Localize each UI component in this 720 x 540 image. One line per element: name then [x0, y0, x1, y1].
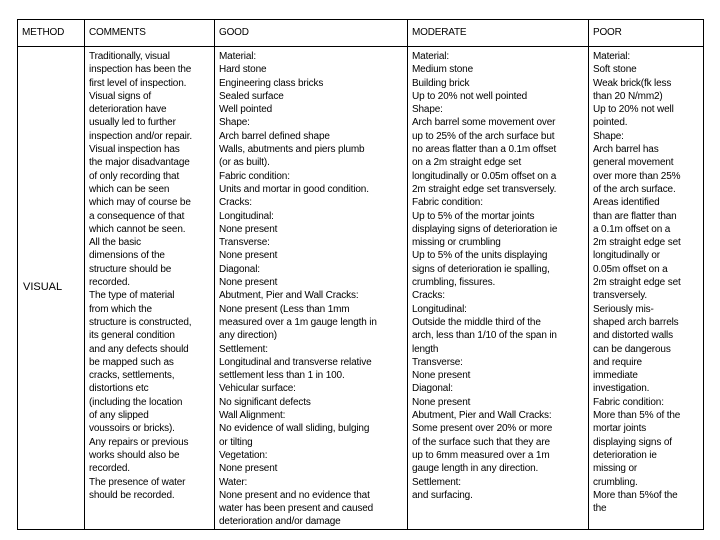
text-line: Abutment, Pier and Wall Cracks:: [412, 410, 552, 422]
text-line: Settlement:: [412, 476, 461, 488]
text-line: crumbling, fissures.: [412, 277, 496, 289]
poor-cell: [589, 47, 704, 530]
text-line: can be dangerous: [593, 343, 671, 355]
text-line: transversely.: [593, 290, 647, 302]
text-line: Diagonal:: [219, 263, 260, 275]
text-line: Seriously mis-: [593, 303, 654, 315]
text-line: Any repairs or previous: [89, 436, 189, 448]
text-line: and any defects should: [89, 343, 189, 355]
text-line: No evidence of wall sliding, bulging: [219, 423, 370, 435]
text-line: 0.05m offset on a: [593, 263, 668, 275]
header-comments: COMMENTS: [85, 20, 215, 47]
header-method: METHOD: [18, 20, 85, 47]
text-line: and distorted walls: [593, 330, 673, 342]
text-line: More than 5%of the: [593, 489, 678, 501]
text-line: Some present over 20% or more: [412, 423, 553, 435]
table-row-visual: [18, 47, 704, 530]
text-line: Wall Alignment:: [219, 410, 286, 422]
text-line: which can be seen: [89, 183, 170, 195]
text-line: general movement: [593, 157, 674, 169]
text-line: crumbling.: [593, 476, 638, 488]
comments-cell: [85, 47, 215, 530]
text-line: Shape:: [412, 104, 443, 116]
text-line: from which the: [89, 303, 152, 315]
text-line: Visual signs of: [89, 90, 152, 102]
text-line: Sealed surface: [219, 90, 284, 102]
text-line: None present and no evidence that: [219, 489, 370, 501]
text-line: Arch barrel defined shape: [219, 130, 330, 142]
text-line: structure is constructed,: [89, 316, 192, 328]
text-line: Areas identified: [593, 197, 660, 209]
text-line: Diagonal:: [412, 383, 453, 395]
text-line: than are flatter than: [593, 210, 677, 222]
text-line: its general condition: [89, 330, 175, 342]
text-line: distortions etc: [89, 383, 149, 395]
text-line: arch, less than 1/10 of the span in: [412, 330, 557, 342]
text-line: signs of deterioration ie spalling,: [412, 263, 550, 275]
text-line: up to 25% of the arch surface but: [412, 130, 555, 142]
header-poor: POOR: [589, 20, 704, 47]
text-line: dimensions of the: [89, 250, 165, 262]
text-line: of the arch surface.: [593, 183, 676, 195]
text-line: displaying signs of deterioration ie: [412, 223, 558, 235]
text-line: Abutment, Pier and Wall Cracks:: [219, 290, 359, 302]
text-line: None present: [412, 370, 471, 382]
text-line: Cracks:: [412, 290, 445, 302]
text-line: any direction): [219, 330, 277, 342]
text-line: settlement less than 1 in 100.: [219, 370, 345, 382]
text-line: the: [593, 503, 607, 515]
text-line: Arch barrel some movement over: [412, 117, 556, 129]
text-line: or tilting: [219, 436, 253, 448]
text-line: Cracks:: [219, 197, 252, 209]
text-line: Transverse:: [412, 356, 463, 368]
text-line: Material:: [412, 51, 449, 62]
text-line: Longitudinal:: [412, 303, 467, 315]
text-line: up to 6mm measured over a 1m: [412, 449, 550, 461]
text-line: and surfacing.: [412, 489, 473, 501]
text-line: None present: [219, 277, 278, 289]
text-line: Longitudinal and transverse relative: [219, 356, 372, 368]
text-line: Water:: [219, 476, 248, 488]
text-line: longitudinally or: [593, 250, 660, 262]
text-line: 2m straight edge set: [593, 237, 681, 249]
text-line: The type of material: [89, 290, 175, 302]
text-line: (including the location: [89, 396, 183, 408]
text-line: Settlement:: [219, 343, 268, 355]
text-line: length: [412, 343, 439, 355]
text-line: 2m straight edge set: [593, 277, 681, 289]
text-line: and require: [593, 356, 642, 368]
text-line: Outside the middle third of the: [412, 316, 541, 328]
text-line: shaped arch barrels: [593, 316, 679, 328]
text-line: Soft stone: [593, 64, 637, 76]
text-line: All the basic: [89, 237, 141, 249]
text-line: Vegetation:: [219, 449, 268, 461]
text-line: Arch barrel has: [593, 144, 659, 156]
text-line: pointed.: [593, 117, 628, 129]
text-line: voussoirs or bricks).: [89, 423, 175, 435]
text-line: The presence of water: [89, 476, 186, 488]
text-line: Fabric condition:: [593, 396, 664, 408]
text-line: Weak brick(fk less: [593, 77, 672, 89]
method-cell: VISUAL: [18, 47, 85, 530]
text-line: inspection and/or repair.: [89, 130, 192, 142]
text-line: than 20 N/mm2): [593, 90, 663, 102]
text-line: None present: [219, 250, 278, 262]
text-line: Traditionally, visual: [89, 51, 170, 62]
text-line: Up to 20% not well: [593, 104, 674, 116]
text-line: measured over a 1m gauge length in: [219, 316, 377, 328]
text-line: Material:: [593, 51, 630, 62]
text-line: no areas flatter than a 0.1m offset: [412, 144, 557, 156]
text-line: deterioration ie: [593, 449, 657, 461]
text-line: Hard stone: [219, 64, 267, 76]
text-line: which cannot be seen.: [89, 223, 186, 235]
text-line: deterioration have: [89, 104, 167, 116]
text-line: cracks, settlements,: [89, 370, 175, 382]
text-line: on a 2m straight edge set: [412, 157, 522, 169]
text-line: Walls, abutments and piers plumb: [219, 144, 365, 156]
text-line: immediate: [593, 370, 638, 382]
text-line: No significant defects: [219, 396, 311, 408]
text-line: Building brick: [412, 77, 470, 89]
text-line: missing or: [593, 463, 638, 475]
text-line: a 0.1m offset on a: [593, 223, 671, 235]
text-line: gauge length in any direction.: [412, 463, 539, 475]
text-line: Well pointed: [219, 104, 273, 116]
condition-table: [17, 19, 704, 530]
text-line: Shape:: [219, 117, 250, 129]
text-line: 2m straight edge set transversely.: [412, 183, 557, 195]
text-line: mortar joints: [593, 423, 647, 435]
text-line: (or as built).: [219, 157, 270, 169]
text-line: of the surface such that they are: [412, 436, 550, 448]
text-line: More than 5% of the: [593, 410, 681, 422]
text-line: Engineering class bricks: [219, 77, 324, 89]
text-line: structure should be: [89, 263, 172, 275]
text-line: works should also be: [89, 449, 180, 461]
text-line: Medium stone: [412, 64, 474, 76]
text-line: Fabric condition:: [412, 197, 483, 209]
text-line: displaying signs of: [593, 436, 672, 448]
text-line: over more than 25%: [593, 170, 681, 182]
text-line: water has been present and caused: [219, 503, 374, 515]
text-line: Units and mortar in good condition.: [219, 183, 369, 195]
text-line: Fabric condition:: [219, 170, 290, 182]
text-line: recorded.: [89, 463, 130, 475]
text-line: be mapped such as: [89, 356, 174, 368]
text-line: longitudinally or 0.05m offset on a: [412, 170, 557, 182]
text-line: Shape:: [593, 130, 624, 142]
text-line: should be recorded.: [89, 489, 175, 501]
text-line: first level of inspection.: [89, 77, 187, 89]
text-line: recorded.: [89, 277, 130, 289]
text-line: investigation.: [593, 383, 650, 395]
text-line: None present (Less than 1mm: [219, 303, 350, 315]
text-line: which may of course be: [89, 197, 191, 209]
text-line: Vehicular surface:: [219, 383, 296, 395]
text-line: a consequence of that: [89, 210, 185, 222]
text-line: the major disadvantage: [89, 157, 190, 169]
header-good: GOOD: [215, 20, 408, 47]
header-moderate: MODERATE: [408, 20, 589, 47]
text-line: Material:: [219, 51, 256, 62]
text-line: of any slipped: [89, 410, 149, 422]
text-line: Longitudinal:: [219, 210, 274, 222]
text-line: usually led to further: [89, 117, 176, 129]
good-cell: [215, 47, 408, 530]
text-line: None present: [219, 223, 278, 235]
text-line: inspection has been the: [89, 64, 192, 76]
moderate-cell: [408, 47, 589, 530]
header-row: [18, 20, 704, 47]
text-line: Up to 5% of the mortar joints: [412, 210, 535, 222]
text-line: deterioration and/or damage: [219, 516, 341, 528]
text-line: None present: [412, 396, 471, 408]
text-line: Transverse:: [219, 237, 270, 249]
text-line: missing or crumbling: [412, 237, 501, 249]
text-line: Up to 5% of the units displaying: [412, 250, 548, 262]
text-line: Up to 20% not well pointed: [412, 90, 528, 102]
text-line: of only recording that: [89, 170, 180, 182]
text-line: Visual inspection has: [89, 144, 180, 156]
text-line: None present: [219, 463, 278, 475]
